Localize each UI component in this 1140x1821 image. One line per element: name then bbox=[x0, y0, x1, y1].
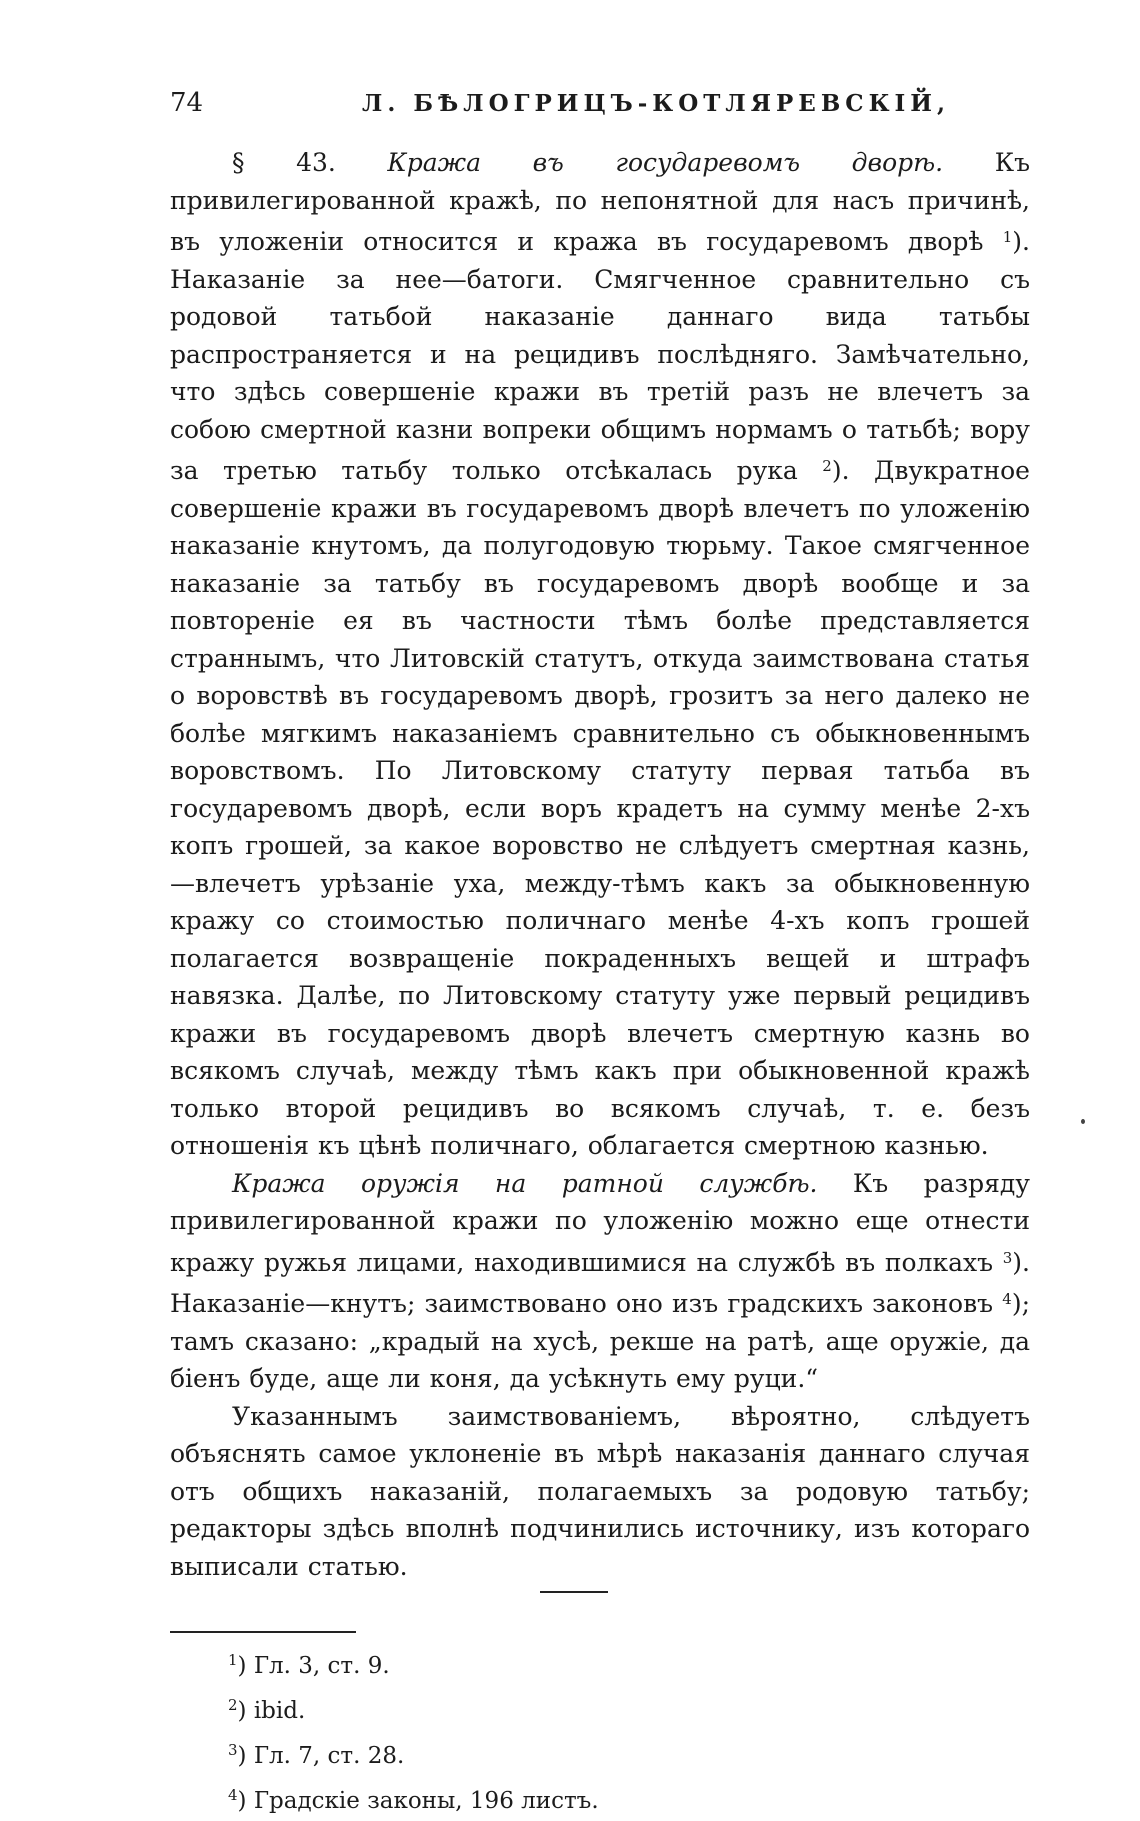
section-end-rule bbox=[540, 1591, 608, 1593]
footnote-mark: 1 bbox=[228, 1651, 238, 1669]
footnote-ref: 4 bbox=[1002, 1290, 1012, 1308]
footnotes bbox=[170, 1641, 1030, 1821]
footnote-ref: 2 bbox=[822, 457, 832, 475]
paragraph-text: ). Двукратное совершеніе кражи въ государевомъ дворѣ влечетъ по уложенію наказаніе кнутомъ, да полугодовую тюрьму. Такое смягченное наказаніе за татьбу въ государевомъ дворѣ вообще и за повтореніе ея въ частности тѣмъ болѣе представляется страннымъ, что Литовскій статутъ, откуда заимствована статья о воровствѣ въ государевомъ дворѣ, грозитъ за него далеко не болѣе мягкимъ наказаніемъ сравнительно съ обыкновеннымъ воровствомъ. По Литовскому статуту первая татьба въ государевомъ дворѣ, если воръ крадетъ на сумму менѣе 2-хъ копъ грошей, за какое воровство не слѣдуетъ смертная казнь,—влечетъ урѣзаніе уха, между-тѣмъ какъ за обыкновенную кражу со стоимостью поличнаго менѣе 4-хъ копъ грошей полагается возвращеніе покраденныхъ вещей и штрафъ навязка. Далѣе, по Литовскому статуту уже первый рецидивъ кражи въ государевомъ дворѣ влечетъ смертную казнь во всякомъ случаѣ, между тѣмъ какъ при обыкновенной кражѣ только второй рецидивъ во всякомъ случаѣ, т. е. безъ отношенія къ цѣнѣ поличнаго, облагается смертною казнью. bbox=[170, 456, 1030, 1160]
paragraph-text: ). Наказаніе—кнутъ; заимствовано оно изъ градскихъ законовъ bbox=[170, 1247, 1030, 1318]
footnote-text: ) ibid. bbox=[237, 1698, 306, 1724]
subsection-heading: Кража оружія на ратной службѣ. bbox=[232, 1168, 818, 1198]
footnote-text: ) Градскіе законы, 196 листъ. bbox=[237, 1788, 599, 1814]
running-head bbox=[170, 88, 1030, 128]
section-number: § 43. bbox=[232, 148, 336, 177]
paragraph-weapon-theft bbox=[170, 1165, 1030, 1398]
scan-speck bbox=[1081, 1119, 1085, 1124]
footnote-3 bbox=[228, 1731, 1030, 1776]
footnote-text: ) Гл. 7, ст. 28. bbox=[237, 1743, 405, 1769]
page-content bbox=[170, 88, 1030, 1821]
paragraph-theft-in-court bbox=[170, 144, 1030, 1165]
paragraph-text: ); тамъ сказано: „крадый на хусѣ, рекше на ратѣ, аще оружіе, да біенъ буде, аще ли коня, да усѣкнуть ему руци.“ bbox=[170, 1289, 1030, 1393]
footnote-2 bbox=[228, 1686, 1030, 1731]
footnote-4 bbox=[228, 1776, 1030, 1821]
section-heading: Кража въ государевомъ дворѣ. bbox=[387, 148, 944, 177]
footnote-mark: 4 bbox=[228, 1786, 238, 1804]
paragraph-text: Къ разряду привилегированной кражи по уложенію можно еще отнести кражу ружья лицами, находившимися на службѣ въ полкахъ bbox=[170, 1168, 1030, 1277]
paragraph-conclusion: Указаннымъ заимствованіемъ, вѣроятно, слѣдуетъ объяснять самое уклоненіе въ мѣрѣ наказанія даннаго случая отъ общихъ наказаній, полагаемыхъ за родовую татьбу; редакторы здѣсь вполнѣ подчинились источнику, изъ котораго выписали статью. bbox=[170, 1401, 1030, 1581]
footnote-ref: 3 bbox=[1002, 1248, 1013, 1267]
body-text bbox=[170, 144, 1030, 1585]
footnote-mark: 2 bbox=[228, 1696, 238, 1714]
page-number: 74 bbox=[170, 88, 204, 118]
footnote-1 bbox=[228, 1641, 1030, 1686]
footnote-text: ) Гл. 3, ст. 9. bbox=[237, 1653, 390, 1679]
footnote-ref: 1 bbox=[1002, 228, 1013, 246]
footnote-separator bbox=[170, 1631, 356, 1633]
paragraph-text: ). Наказаніе за нее—батоги. Смягченное сравнительно съ родовой татьбой наказаніе даннаго вида татьбы распространяется и на рецидивъ послѣдняго. Замѣчательно, что здѣсь совершеніе кражи въ третій разъ не влечетъ за собою смертной казни вопреки общимъ нормамъ о татьбѣ; вору за третью татьбу только отсѣкалась рука bbox=[170, 227, 1030, 485]
running-title: Л. БѢЛОГРИЦЪ-КОТЛЯРЕВСКІЙ, bbox=[362, 90, 950, 117]
paragraph-text: Къ привилегированной кражѣ, по непонятной для насъ причинѣ, въ уложеніи относится и кража въ государевомъ дворѣ bbox=[170, 148, 1030, 256]
footnote-mark: 3 bbox=[228, 1741, 238, 1759]
